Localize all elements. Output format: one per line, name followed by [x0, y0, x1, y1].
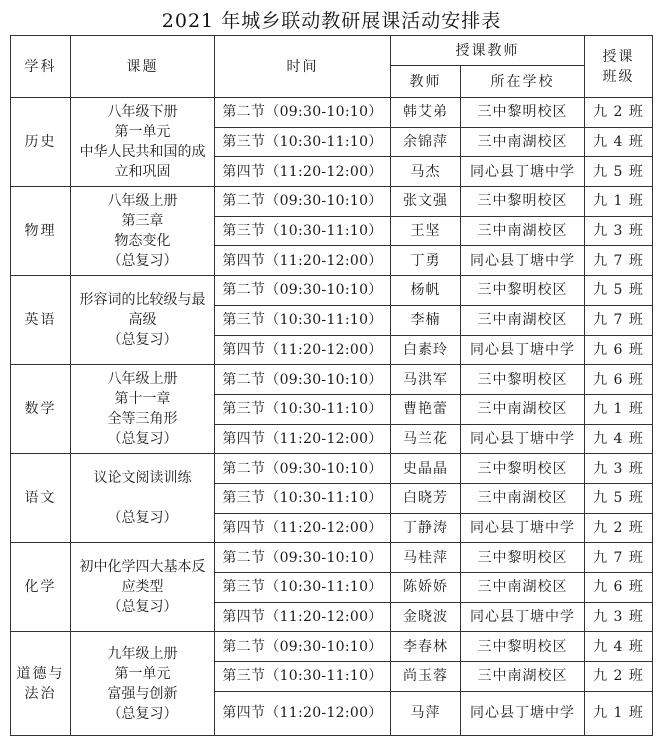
school-cell: 三中南湖校区	[461, 662, 585, 692]
teacher-cell: 王坚	[391, 216, 461, 246]
time-cell: 第三节（10:30-11:10）	[215, 483, 391, 513]
class-cell: 九 1 班	[585, 187, 653, 217]
teacher-cell: 丁勇	[391, 246, 461, 276]
teacher-cell: 马桂萍	[391, 543, 461, 573]
class-cell: 九 4 班	[585, 127, 653, 157]
time-cell: 第二节（09:30-10:10）	[215, 543, 391, 573]
class-cell: 九 5 班	[585, 483, 653, 513]
class-cell: 九 5 班	[585, 276, 653, 306]
school-cell: 三中黎明校区	[461, 98, 585, 128]
class-cell: 九 7 班	[585, 305, 653, 335]
class-cell: 九 4 班	[585, 424, 653, 454]
time-cell: 第四节（11:20-12:00）	[215, 513, 391, 543]
subject-cell: 化学	[11, 543, 71, 632]
school-cell: 三中南湖校区	[461, 216, 585, 246]
school-cell: 同心县丁塘中学	[461, 424, 585, 454]
subject-cell: 物理	[11, 187, 71, 276]
time-cell: 第二节（09:30-10:10）	[215, 632, 391, 662]
topic-cell: 八年级上册 第三章 物态变化 （总复习）	[71, 187, 215, 276]
class-cell: 九 2 班	[585, 98, 653, 128]
teacher-cell: 白素玲	[391, 335, 461, 365]
school-cell: 三中黎明校区	[461, 543, 585, 573]
time-cell: 第四节（11:20-12:00）	[215, 424, 391, 454]
teacher-cell: 丁静涛	[391, 513, 461, 543]
time-cell: 第三节（10:30-11:10）	[215, 662, 391, 692]
subject-cell: 英语	[11, 276, 71, 365]
teacher-cell: 金晓波	[391, 602, 461, 632]
time-cell: 第二节（09:30-10:10）	[215, 98, 391, 128]
school-cell: 三中南湖校区	[461, 483, 585, 513]
class-cell: 九 3 班	[585, 454, 653, 484]
table-row	[11, 187, 653, 217]
teacher-cell: 李楠	[391, 305, 461, 335]
teacher-cell: 史晶晶	[391, 454, 461, 484]
subject-cell: 数学	[11, 365, 71, 454]
time-cell: 第二节（09:30-10:10）	[215, 365, 391, 395]
time-cell: 第二节（09:30-10:10）	[215, 454, 391, 484]
school-cell: 三中黎明校区	[461, 276, 585, 306]
teacher-cell: 曹艳蕾	[391, 394, 461, 424]
table-row	[11, 98, 653, 128]
header-teachers-group: 授课教师	[391, 36, 585, 66]
topic-cell: 议论文阅读训练 （总复习）	[71, 454, 215, 543]
teacher-cell: 陈娇娇	[391, 573, 461, 603]
class-cell: 九 1 班	[585, 394, 653, 424]
header-school: 所在学校	[461, 66, 585, 98]
class-cell: 九 4 班	[585, 632, 653, 662]
teacher-cell: 李春林	[391, 632, 461, 662]
school-cell: 三中南湖校区	[461, 573, 585, 603]
subject-cell: 语文	[11, 454, 71, 543]
subject-cell: 历史	[11, 98, 71, 187]
class-cell: 九 7 班	[585, 246, 653, 276]
teacher-cell: 马萍	[391, 691, 461, 735]
header-teacher: 教师	[391, 66, 461, 98]
time-cell: 第四节（11:20-12:00）	[215, 246, 391, 276]
teacher-cell: 张文强	[391, 187, 461, 217]
topic-cell: 形容词的比较级与最 高级 （总复习）	[71, 276, 215, 365]
time-cell: 第二节（09:30-10:10）	[215, 187, 391, 217]
schedule-table	[10, 35, 653, 736]
time-cell: 第二节（09:30-10:10）	[215, 276, 391, 306]
class-cell: 九 1 班	[585, 691, 653, 735]
teacher-cell: 白晓芳	[391, 483, 461, 513]
teacher-cell: 马洪军	[391, 365, 461, 395]
school-cell: 同心县丁塘中学	[461, 157, 585, 187]
time-cell: 第四节（11:20-12:00）	[215, 602, 391, 632]
class-cell: 九 7 班	[585, 543, 653, 573]
teacher-cell: 韩艾弟	[391, 98, 461, 128]
time-cell: 第三节（10:30-11:10）	[215, 394, 391, 424]
topic-cell: 八年级下册 第一单元 中华人民共和国的成 立和巩固	[71, 98, 215, 187]
table-row	[11, 632, 653, 662]
table-row	[11, 543, 653, 573]
school-cell: 三中黎明校区	[461, 365, 585, 395]
teacher-cell: 马杰	[391, 157, 461, 187]
teacher-cell: 马兰花	[391, 424, 461, 454]
table-row	[11, 276, 653, 306]
table-row	[11, 365, 653, 395]
topic-cell: 初中化学四大基本反 应类型 （总复习）	[71, 543, 215, 632]
table-row	[11, 454, 653, 484]
teacher-cell: 尚玉蓉	[391, 662, 461, 692]
header-topic: 课题	[71, 36, 215, 98]
subject-cell: 道德与 法治	[11, 632, 71, 735]
school-cell: 三中南湖校区	[461, 394, 585, 424]
class-cell: 九 6 班	[585, 573, 653, 603]
class-cell: 九 6 班	[585, 365, 653, 395]
page-title: 2021 年城乡联动教研展课活动安排表	[161, 10, 502, 32]
class-cell: 九 3 班	[585, 216, 653, 246]
school-cell: 同心县丁塘中学	[461, 513, 585, 543]
time-cell: 第三节（10:30-11:10）	[215, 305, 391, 335]
teacher-cell: 杨帆	[391, 276, 461, 306]
time-cell: 第四节（11:20-12:00）	[215, 691, 391, 735]
time-cell: 第四节（11:20-12:00）	[215, 335, 391, 365]
time-cell: 第四节（11:20-12:00）	[215, 157, 391, 187]
topic-cell: 九年级上册 第一单元 富强与创新 （总复习）	[71, 632, 215, 735]
school-cell: 三中黎明校区	[461, 187, 585, 217]
class-cell: 九 3 班	[585, 602, 653, 632]
header-class: 授课 班级	[585, 36, 653, 98]
class-cell: 九 2 班	[585, 513, 653, 543]
school-cell: 三中南湖校区	[461, 305, 585, 335]
school-cell: 三中黎明校区	[461, 454, 585, 484]
school-cell: 同心县丁塘中学	[461, 602, 585, 632]
teacher-cell: 余锦萍	[391, 127, 461, 157]
school-cell: 三中南湖校区	[461, 127, 585, 157]
school-cell: 三中黎明校区	[461, 632, 585, 662]
time-cell: 第三节（10:30-11:10）	[215, 216, 391, 246]
school-cell: 同心县丁塘中学	[461, 691, 585, 735]
header-time: 时间	[215, 36, 391, 98]
class-cell: 九 5 班	[585, 157, 653, 187]
class-cell: 九 2 班	[585, 662, 653, 692]
school-cell: 同心县丁塘中学	[461, 335, 585, 365]
time-cell: 第三节（10:30-11:10）	[215, 573, 391, 603]
time-cell: 第三节（10:30-11:10）	[215, 127, 391, 157]
header-subject: 学科	[11, 36, 71, 98]
topic-cell: 八年级上册 第十一章 全等三角形 （总复习）	[71, 365, 215, 454]
school-cell: 同心县丁塘中学	[461, 246, 585, 276]
class-cell: 九 6 班	[585, 335, 653, 365]
